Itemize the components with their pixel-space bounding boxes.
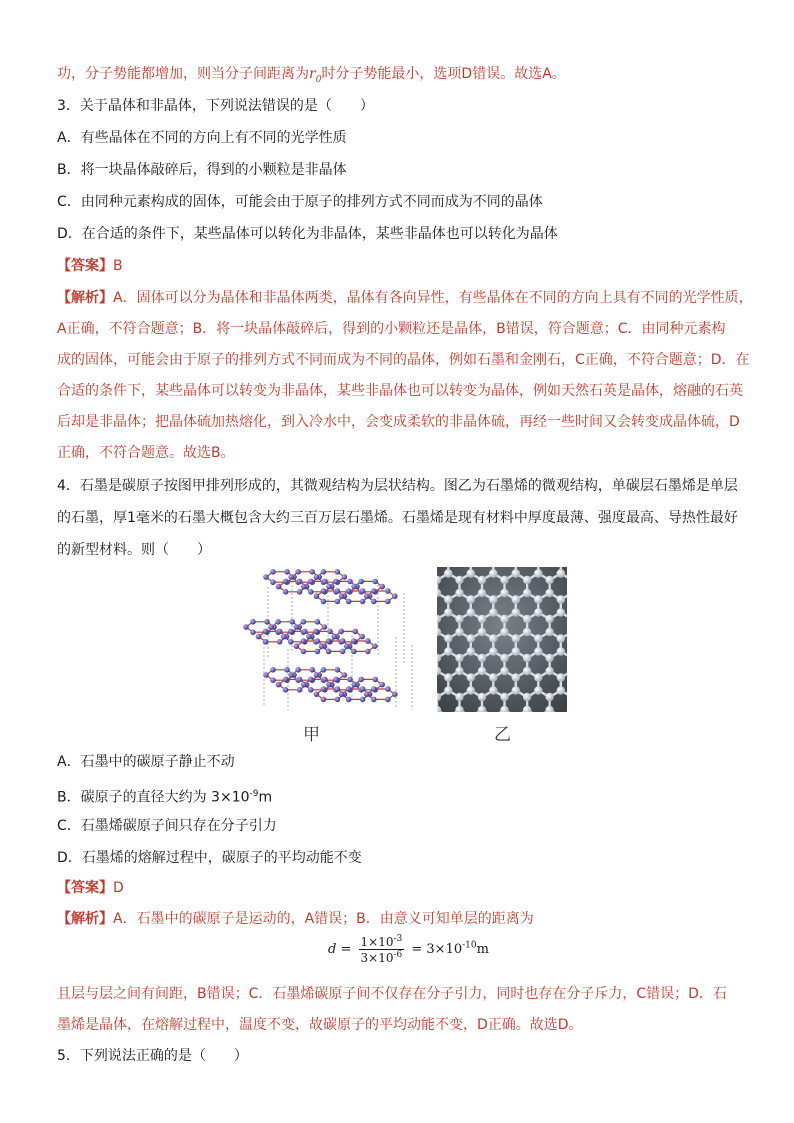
graphene-atom (455, 628, 463, 636)
r0-symbol: $r_0$ (309, 66, 322, 85)
carbon-atom (321, 697, 327, 703)
figure-label-jia: 甲 (303, 725, 320, 745)
graphene-atom (523, 628, 531, 636)
graphene-atom (545, 693, 553, 701)
carbon-atom (379, 584, 385, 590)
q4-stem-line-2: 的石墨，厚1毫米的石墨大概包含大约三百万层石墨烯。石墨烯是现有材料中厚度最薄、强度最高、导热性最好 (57, 510, 738, 526)
q3-analysis-line-6: 正确，不符合题意。故选B。 (57, 445, 235, 461)
thickness-formula: d = $\frac{1\times 10^{-3}}{3\times 10^{-6}}$ = $3\times 10^{-10}m$ (328, 934, 489, 965)
graphene-atom (467, 634, 475, 642)
carbon-atom (309, 569, 315, 575)
carbon-atom (315, 638, 321, 644)
carbon-atom (359, 634, 365, 640)
carbon-atom (321, 599, 327, 605)
carbon-atom (360, 697, 366, 703)
carbon-atom (344, 643, 350, 649)
carbon-atom (263, 672, 269, 678)
carbon-atom (335, 569, 341, 575)
tail-text-2: 时分子势能最小，选项D错误。故选A。 (321, 66, 566, 82)
graphene-atom (455, 667, 463, 675)
graphene-atom (444, 569, 452, 577)
carbon-atom (351, 584, 357, 590)
graphene-atom (512, 634, 520, 642)
carbon-atom (281, 634, 287, 640)
carbon-atom (351, 649, 357, 655)
carbon-atom (360, 599, 366, 605)
graphite-layer (263, 569, 397, 604)
carbon-atom (270, 677, 276, 683)
q4-option-b: B．碳原子的直径大约为 $3\times 10^{-9}m$ (57, 789, 273, 806)
carbon-atom (346, 588, 352, 594)
graphene-atom (545, 576, 553, 584)
graphene-atom (500, 615, 508, 623)
carbon-atom (326, 584, 332, 590)
graphene-atom (478, 667, 486, 675)
carbon-atom (276, 682, 282, 688)
carbon-atom (351, 638, 357, 644)
q3-option-a: A．有些晶体在不同的方向上有不同的光学性质 (57, 130, 347, 146)
answer-tag: 【答案】 (57, 258, 113, 274)
carbon-atom (339, 691, 345, 697)
carbon-atom (276, 584, 282, 590)
carbon-atom (335, 599, 341, 605)
carbon-atom (308, 579, 314, 585)
graphene-atom (489, 608, 497, 616)
q3-analysis-line-5: 后却是非晶体；把晶体硫加热熔化，到入冷水中，会变成柔软的非晶体硫，再经一些时间又会转变成晶体硫，D (57, 414, 740, 430)
graphene-atom (512, 647, 520, 655)
graphene-atom (523, 667, 531, 675)
q4-analysis-line-3: 墨烯是晶体，在熔解过程中，温度不变，故碳原子的平均动能不变，D正确。故选D。 (57, 1017, 583, 1033)
graphene-atom (512, 673, 520, 681)
carbon-atom (327, 629, 333, 635)
graphene-atom (478, 589, 486, 597)
carbon-atom (372, 643, 378, 649)
tail-text-1: 功，分子势能都增加，则当分子间距离为 (57, 66, 309, 82)
carbon-atom (358, 579, 364, 585)
carbon-atom (243, 624, 249, 630)
carbon-atom (335, 588, 341, 594)
graphene-atom (557, 647, 565, 655)
carbon-atom (283, 677, 289, 683)
graphene-atom (455, 654, 463, 662)
carbon-atom (301, 584, 307, 590)
carbon-atom (301, 649, 307, 655)
carbon-atom (352, 629, 358, 635)
carbon-atom (297, 589, 303, 595)
carbon-atom (321, 667, 327, 673)
carbon-atom (288, 574, 294, 580)
graphene-atom (545, 615, 553, 623)
carbon-atom (314, 672, 320, 678)
graphene-atom (523, 576, 531, 584)
graphene-atom (512, 686, 520, 694)
graphene-atom (534, 686, 542, 694)
carbon-atom (301, 638, 307, 644)
q3-analysis-line-3: 成的固体，可能会由于原子的排列方式不同而成为不同的晶体，例如石墨和金刚石，C正确，不符合题意；D．在 (57, 352, 750, 368)
carbon-atom (268, 624, 274, 630)
carbon-atom (360, 686, 366, 692)
graphene-atom (500, 576, 508, 584)
graphene-atom (478, 628, 486, 636)
graphene-atom (534, 569, 542, 577)
carbon-atom (321, 686, 327, 692)
q3-analysis-line-4: 合适的条件下，某些晶体可以转变为非晶体，某些非晶体也可以转变为晶体，例如天然石英是晶体，熔融的石英 (57, 383, 743, 399)
graphene-atom (545, 667, 553, 675)
graphene-atom (500, 589, 508, 597)
analysis-tag: 【解析】 (57, 290, 113, 306)
carbon-atom (371, 599, 377, 605)
carbon-atom (288, 672, 294, 678)
graphene-atom (557, 686, 565, 694)
q4-option-a: A．石墨中的碳原子静止不动 (57, 754, 235, 770)
q3-stem: 3．关于晶体和非晶体，下列说法错误的是（ ） (57, 98, 374, 114)
q4-analysis-line-1: 【解析】A．石墨中的碳原子是运动的，A错误；B．由意义可知单层的距离为 (57, 911, 534, 927)
graphene-atom (557, 569, 565, 577)
graphene-atom (500, 693, 508, 701)
graphene-atom (489, 634, 497, 642)
carbon-atom (321, 588, 327, 594)
graphene-atom (557, 595, 565, 603)
carbon-atom (301, 619, 307, 625)
carbon-atom (385, 599, 391, 605)
graphene-atom (478, 654, 486, 662)
graphene-atom (523, 654, 531, 662)
graphene-atom (557, 634, 565, 642)
graphene-atom (534, 647, 542, 655)
carbon-atom (346, 686, 352, 692)
q4-answer (57, 878, 124, 898)
carbon-atom (371, 697, 377, 703)
carbon-atom (371, 588, 377, 594)
graphene-atom (523, 615, 531, 623)
q4-analysis-line-2: 且层与层之间有间距，B错误；C．石墨烯碳原子间不仅存在分子引力，同时也存在分子斥力，C错误；D．石 (57, 986, 727, 1002)
carbon-atom (346, 599, 352, 605)
graphene-atom (523, 589, 531, 597)
carbon-atom (365, 649, 371, 655)
graphene-atom (444, 673, 452, 681)
q5-stem: 5．下列说法正确的是（ ） (57, 1048, 248, 1064)
carbon-atom (295, 667, 301, 673)
graphene-atom (557, 608, 565, 616)
graphene-atom (489, 569, 497, 577)
carbon-atom (340, 638, 346, 644)
carbon-atom (385, 588, 391, 594)
carbon-atom (270, 569, 276, 575)
graphene-atom (467, 686, 475, 694)
carbon-atom (319, 643, 325, 649)
graphene-atom (478, 576, 486, 584)
carbon-atom (342, 574, 348, 580)
graphene-structure-figure (437, 567, 567, 712)
q4-option-c: C．石墨烯碳原子间只存在分子引力 (57, 818, 277, 834)
carbon-atom (351, 682, 357, 688)
carbon-atom (270, 579, 276, 585)
graphene-atom (545, 628, 553, 636)
carbon-atom (284, 667, 290, 673)
q4-option-d: D．石墨烯的熔解过程中，碳原子的平均动能不变 (57, 850, 362, 866)
q3-analysis-line-1: 【解析】A．固体可以分为晶体和非晶体两类，晶体有各向异性，有些晶体在不同的方向上具有不同的光学性质， (57, 290, 753, 306)
carbon-atom (340, 649, 346, 655)
graphene-atom (489, 595, 497, 603)
carbon-atom (302, 629, 308, 635)
carbon-atom (338, 629, 344, 635)
carbon-atom (326, 682, 332, 688)
carbon-atom (275, 619, 281, 625)
carbon-atom (314, 593, 320, 599)
carbon-atom (392, 691, 398, 697)
graphene-atom (500, 654, 508, 662)
q3-answer (57, 256, 123, 276)
carbon-atom (306, 634, 312, 640)
carbon-atom (277, 629, 283, 635)
graphene-atom (455, 589, 463, 597)
carbon-atom (358, 677, 364, 683)
carbon-atom (333, 579, 339, 585)
q4-stem-line-3: 的新型材料。则（ ） (57, 542, 211, 558)
graphene-atom (534, 595, 542, 603)
graphene-atom (467, 608, 475, 616)
graphene-atom (545, 654, 553, 662)
q4-stem-line-1: 4．石墨是碳原子按图甲排列形成的，其微观结构为层状结构。图乙为石墨烯的微观结构，单碳层石墨烯是单层 (57, 478, 738, 494)
carbon-atom (335, 686, 341, 692)
carbon-atom (289, 619, 295, 625)
prev-analysis-tail (57, 64, 566, 90)
carbon-atom (326, 649, 332, 655)
carbon-atom (339, 593, 345, 599)
graphene-atom (534, 634, 542, 642)
carbon-atom (326, 638, 332, 644)
carbon-atom (277, 639, 283, 645)
graphite-layer (243, 619, 377, 654)
carbon-atom (301, 682, 307, 688)
carbon-atom (283, 579, 289, 585)
graphene-atom (512, 608, 520, 616)
carbon-atom (315, 619, 321, 625)
graphene-atom (444, 595, 452, 603)
carbon-atom (250, 619, 256, 625)
carbon-atom (347, 579, 353, 585)
carbon-atom (263, 639, 269, 645)
graphene-atom (444, 634, 452, 642)
graphene-atom (444, 608, 452, 616)
carbon-atom (379, 682, 385, 688)
graphene-atom (455, 576, 463, 584)
graphene-atom (523, 693, 531, 701)
carbon-atom (297, 579, 303, 585)
graphene-atom (455, 615, 463, 623)
carbon-atom (385, 686, 391, 692)
carbon-atom (322, 579, 328, 585)
carbon-atom (392, 593, 398, 599)
carbon-atom (360, 588, 366, 594)
carbon-atom (288, 639, 294, 645)
carbon-atom (263, 629, 269, 635)
carbon-atom (315, 649, 321, 655)
carbon-atom (263, 574, 269, 580)
carbon-atom (294, 624, 300, 630)
carbon-atom (308, 677, 314, 683)
carbon-atom (322, 624, 328, 630)
graphene-atom (534, 673, 542, 681)
graphene-atom (444, 647, 452, 655)
answer-tag: 【答案】 (57, 880, 113, 896)
carbon-atom (270, 667, 276, 673)
graphene-atom (467, 673, 475, 681)
carbon-atom (314, 574, 320, 580)
carbon-atom (256, 634, 262, 640)
graphene-atom (512, 569, 520, 577)
answer-value: B (113, 258, 123, 274)
carbon-atom (288, 629, 294, 635)
graphene-atom (512, 595, 520, 603)
graphene-atom (489, 673, 497, 681)
carbon-atom (371, 686, 377, 692)
analysis-tag: 【解析】 (57, 911, 113, 927)
q3-analysis-line-2: A正确，不符合题意；B．将一块晶体敲碎后，得到的小颗粒还是晶体，B错误，符合题意；C．由同种元素构 (57, 321, 726, 337)
carbon-atom (284, 569, 290, 575)
figure-label-yi: 乙 (494, 725, 511, 745)
carbon-atom (308, 687, 314, 693)
graphene-atom (500, 667, 508, 675)
carbon-atom (314, 691, 320, 697)
carbon-atom (335, 667, 341, 673)
graphene-atom (478, 615, 486, 623)
carbon-atom (385, 697, 391, 703)
graphite-layer (263, 667, 397, 702)
carbon-atom (295, 569, 301, 575)
carbon-atom (342, 672, 348, 678)
carbon-atom (347, 677, 353, 683)
graphene-atom (489, 686, 497, 694)
q3-option-c: C．由同种元素构成的固体，可能会由于原子的排列方式不同而成为不同的晶体 (57, 194, 543, 210)
q3-option-b: B．将一块晶体敲碎后，得到的小颗粒是非晶体 (57, 162, 347, 178)
graphene-atom (444, 686, 452, 694)
graphene-atom (489, 647, 497, 655)
answer-value: D (113, 880, 124, 896)
carbon-atom (308, 589, 314, 595)
graphene-atom (467, 595, 475, 603)
carbon-atom (346, 697, 352, 703)
graphene-atom (500, 628, 508, 636)
carbon-atom (283, 589, 289, 595)
carbon-atom (331, 634, 337, 640)
carbon-atom (283, 687, 289, 693)
carbon-atom (364, 691, 370, 697)
graphene-atom (467, 647, 475, 655)
graphite-structure-figure (228, 565, 428, 710)
carbon-atom (364, 593, 370, 599)
carbon-atom (372, 579, 378, 585)
carbon-atom (297, 687, 303, 693)
carbon-atom (335, 697, 341, 703)
carbon-atom (294, 643, 300, 649)
carbon-atom (264, 619, 270, 625)
carbon-atom (313, 629, 319, 635)
graphene-atom (455, 693, 463, 701)
carbon-atom (250, 629, 256, 635)
carbon-atom (297, 677, 303, 683)
graphene-atom (478, 693, 486, 701)
graphene-atom (557, 673, 565, 681)
carbon-atom (372, 677, 378, 683)
carbon-atom (333, 677, 339, 683)
carbon-atom (365, 638, 371, 644)
graphene-atom (467, 569, 475, 577)
q3-option-d: D．在合适的条件下，某些晶体可以转化为非晶体，某些非晶体也可以转化为晶体 (57, 226, 558, 242)
carbon-atom (321, 569, 327, 575)
carbon-atom (322, 677, 328, 683)
graphene-atom (545, 589, 553, 597)
graphene-atom (534, 608, 542, 616)
carbon-atom (309, 667, 315, 673)
